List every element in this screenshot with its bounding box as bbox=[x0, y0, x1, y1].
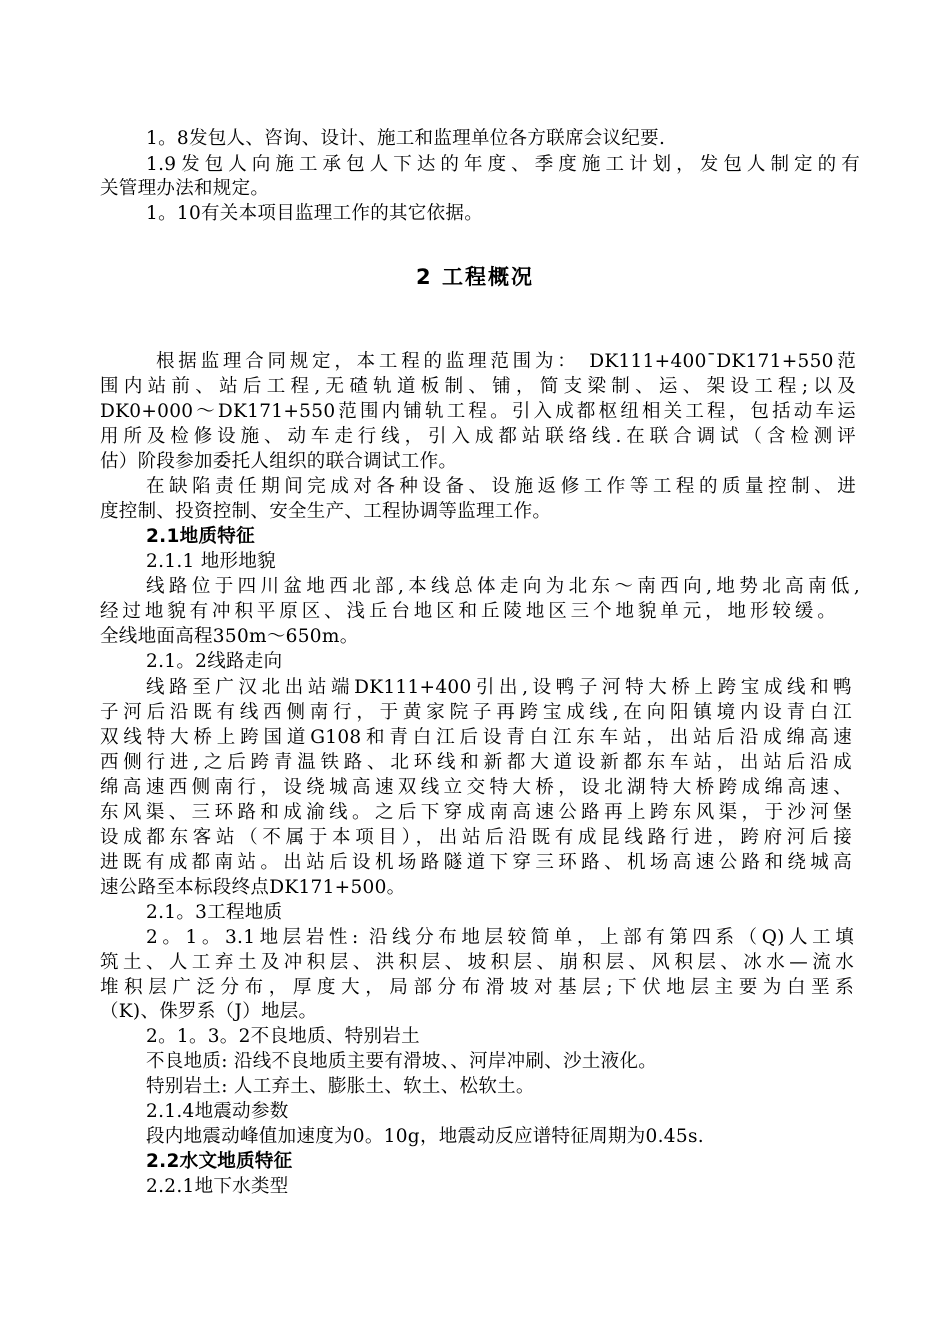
paragraph-line: 双线特大桥上跨国道G108和青白江后设青白江东车站，出站后沿成绵高速 bbox=[100, 727, 852, 748]
paragraph-line: 东风渠、三环路和成渝线。之后下穿成南高速公路再上跨东风渠，于沙河堡 bbox=[100, 802, 852, 823]
paragraph-line: 特别岩土: 人工弃土、膨胀土、软土、松软土。 bbox=[146, 1076, 535, 1097]
paragraph-line: 用所及检修设施、动车走行线，引入成都站联络线.在联合调试（含检测评 bbox=[100, 426, 856, 447]
paragraph-line: 1。10有关本项目监理工作的其它依据。 bbox=[146, 203, 484, 224]
paragraph-line: 西侧行进,之后跨青温铁路、北环线和新都大道设新都东车站，出站后沿成 bbox=[100, 752, 852, 773]
paragraph-line: 段内地震动峰值加速度为0。10g，地震动反应谱特征周期为0.45s. bbox=[146, 1126, 704, 1147]
paragraph-line: 筑土、人工弃土及冲积层、洪积层、坡积层、崩积层、风积层、冰水—流水 bbox=[100, 952, 854, 973]
paragraph-line: 经过地貌有冲积平原区、浅丘台地区和丘陵地区三个地貌单元，地形较缓。 bbox=[100, 601, 836, 622]
paragraph-line: 线路位于四川盆地西北部,本线总体走向为北东～南西向,地势北高南低, bbox=[146, 576, 860, 597]
paragraph-line: 1。8发包人、咨询、设计、施工和监理单位各方联席会议纪要. bbox=[146, 128, 666, 149]
subsection-heading: 2.2水文地质特征 bbox=[146, 1151, 293, 1172]
paragraph-line: 关管理办法和规定。 bbox=[100, 178, 270, 199]
paragraph-line: 进既有成都南站。出站后设机场路隧道下穿三环路、机场高速公路和绕城高 bbox=[100, 852, 852, 873]
subsection-title: 2.2.1地下水类型 bbox=[146, 1176, 289, 1197]
paragraph-line: 设成都东客站（不属于本项目），出站后沿既有成昆线路行进，跨府河后接 bbox=[100, 827, 852, 848]
paragraph-line: 全线地面高程350m～650m。 bbox=[100, 626, 359, 647]
paragraph-line: 在缺陷责任期间完成对各种设备、设施返修工作等工程的质量控制、进 bbox=[146, 476, 856, 497]
subsection-title: 2。1。3。2不良地质、特别岩土 bbox=[146, 1026, 420, 1047]
paragraph-line: 围内站前、站后工程,无碴轨道板制、铺，简支梁制、运、架设工程;以及 bbox=[100, 376, 856, 397]
subsection-title: 2.1。3工程地质 bbox=[146, 902, 283, 923]
paragraph-line: 线路至广汉北出站端DK111+400引出,设鸭子河特大桥上跨宝成线和鸭 bbox=[146, 677, 852, 698]
paragraph-line: 绵高速西侧南行，设绕城高速双线立交特大桥，设北湖特大桥跨成绵高速、 bbox=[100, 777, 852, 798]
paragraph-line: 度控制、投资控制、安全生产、工程协调等监理工作。 bbox=[100, 501, 552, 522]
subsection-title: 2.1.1 地形地貌 bbox=[146, 551, 276, 572]
paragraph-line: 速公路至本标段终点DK171+500。 bbox=[100, 877, 406, 898]
subsection-title: 2.1.4地震动参数 bbox=[146, 1101, 289, 1122]
paragraph-line: 堆积层广泛分布，厚度大，局部分布滑坡对基层;下伏地层主要为白垩系 bbox=[100, 977, 854, 998]
paragraph-line: 2。1。3.1地层岩性: 沿线分布地层较简单，上部有第四系（Q)人工填 bbox=[146, 927, 854, 948]
paragraph-line: 不良地质: 沿线不良地质主要有滑坡、、河岸冲刷、沙土液化。 bbox=[146, 1051, 658, 1072]
subsection-heading: 2.1地质特征 bbox=[146, 526, 255, 547]
paragraph-line: 子河后沿既有线西侧南行，于黄家院子再跨宝成线,在向阳镇境内设青白江 bbox=[100, 702, 852, 723]
paragraph-line: 根据监理合同规定，本工程的监理范围为： DK111+400¯DK171+550范 bbox=[156, 351, 856, 372]
paragraph-line: （K)、侏罗系（J）地层。 bbox=[100, 1001, 318, 1022]
section-heading: 2 工程概况 bbox=[416, 265, 534, 289]
paragraph-line: 1.9发包人向施工承包人下达的年度、季度施工计划，发包人制定的有 bbox=[146, 154, 860, 175]
paragraph-line: 估）阶段参加委托人组织的联合调试工作。 bbox=[100, 451, 458, 472]
subsection-title: 2.1。2线路走向 bbox=[146, 651, 283, 672]
paragraph-line: DK0+000～DK171+550范围内铺轨工程。引入成都枢纽相关工程，包括动车运 bbox=[100, 401, 856, 422]
